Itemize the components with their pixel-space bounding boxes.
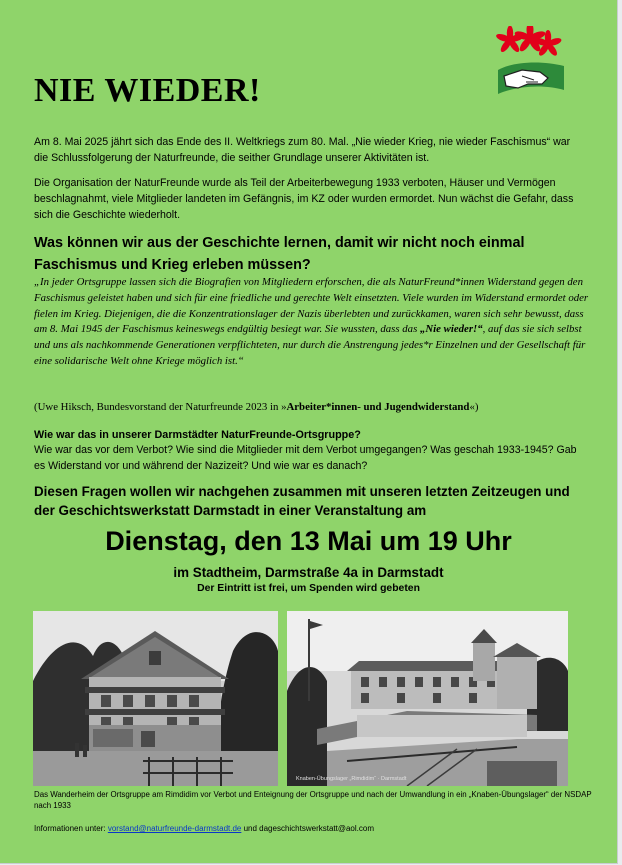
quote-text-2: , auf das sie sich selbst und uns als nachkommende Generationen verpflichteten, nur durch die Anstrengung jedes*r Einzelnen und der Gesellschaft für eine solidarische Welt ohne Kriege möglich ist.“ xyxy=(34,323,586,367)
knaben-uebungslager-photo xyxy=(287,611,568,786)
quote-emphasis: „Nie wieder!“ xyxy=(419,323,483,336)
contact-email-link[interactable]: vorstand@naturfreunde-darmstadt.de xyxy=(107,824,242,833)
source-suffix: «) xyxy=(469,401,479,413)
wanderheim-photo xyxy=(33,611,278,786)
contact-email-2: dageschichtswerkstatt@aol.com xyxy=(259,824,374,833)
source-prefix: (Uwe Hiksch, Bundesvorstand der Naturfreunde 2023 in » xyxy=(34,401,287,413)
history-paragraph: Die Organisation der NaturFreunde wurde als Teil der Arbeiterbewegung 1933 verboten, Häuser und Vermögen beschlagnahmt, viele Mitglieder landeten im Gefängnis, im KZ oder wurden ermordet. Nun wächst die Gefahr, dass sich die Geschichte wiederholt. xyxy=(34,177,574,221)
contact-prefix: Informationen unter: xyxy=(34,824,108,833)
call-to-action: Diesen Fragen wollen wir nachgehen zusammen mit unseren letzten Zeitzeugen und der Geschichtswerkstatt Darmstadt in einer Veranstaltung am xyxy=(34,484,570,518)
page-title: NIE WIEDER! xyxy=(34,72,261,109)
quote-block xyxy=(34,275,594,370)
quote-text-1: „In jeder Ortsgruppe lassen sich die Biografien von Mitgliedern erforschen, die als NaturFreund*innen Widerstand gegen den Faschismus geleistet haben und sich für eine friedliche und gerechte Welt einsetzten. Viele wurden im Widerstand ermordet oder fielen im Krieg. Diejenigen, die die Konzentrationslager der Nazis überlebten und zurückkamen, waren sich sehr bewusst, dass am 8. Mai 1945 der Faschismus keineswegs endgültig besiegt war. Sie wussten, dass das xyxy=(34,276,589,336)
entry-note: Der Eintritt ist frei, um Spenden wird gebeten xyxy=(197,583,420,594)
photo-caption: Das Wanderheim der Ortsgruppe am Rimdidim vor Verbot und Enteignung der Ortsgruppe und nach der Umwandlung in ein „Knaben-Übungslager“ der NSDAP nach 1933 xyxy=(34,790,592,810)
source-work: Arbeiter*innen- und Jugendwiderstand xyxy=(286,401,470,413)
intro-paragraph: Am 8. Mai 2025 jährt sich das Ende des II. Weltkriegs zum 80. Mal. „Nie wieder Krieg, nie wieder Faschismus“ war die Schlussfolgerung der Naturfreunde, die seither Grundlage unserer Aktivitäten ist. xyxy=(34,136,571,164)
contact-line xyxy=(34,824,374,833)
quote-source xyxy=(34,400,594,415)
photo-inner-caption: Knaben-Übungslager „Rimdidim“ · Darmstadt xyxy=(296,776,407,782)
local-heading: Wie war das in unserer Darmstädter NaturFreunde-Ortsgruppe? xyxy=(34,429,361,441)
contact-middle: und xyxy=(241,824,260,833)
naturfreunde-logo-icon xyxy=(488,26,568,106)
local-questions: Wie war das vor dem Verbot? Wie sind die Mitglieder mit dem Verbot umgegangen? Was geschah 1933-1945? Gab es Widerstand vor und während der Nazizeit? Und wie war es danach? xyxy=(34,444,577,472)
event-venue: im Stadtheim, Darmstraße 4a in Darmstadt xyxy=(173,565,444,580)
question-heading: Was können wir aus der Geschichte lernen, damit wir nicht noch einmal Faschismus und Krieg erleben müssen? xyxy=(34,235,525,273)
event-date: Dienstag, den 13 Mai um 19 Uhr xyxy=(105,526,512,556)
